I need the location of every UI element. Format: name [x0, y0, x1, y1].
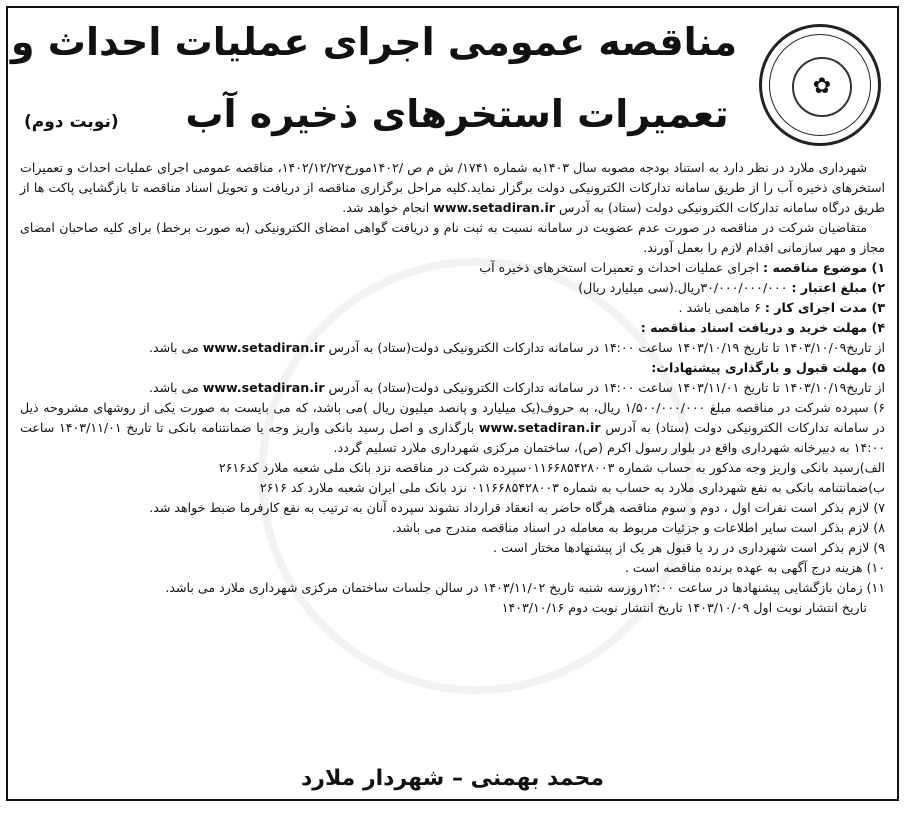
- item-rejection-right: ۹) لازم بذکر است شهرداری در رد یا قبول هر یک از پیشنهادها مختار است .: [493, 540, 885, 555]
- item-deposit: ۶) سپرده شرکت در مناقصه مبلغ ۱/۵۰۰/۰۰۰/۰۰۰ ریال، به حروف(یک میلیارد و پانصد میلیون ریال )می باشد، که می بایست به صورت یکی از روشهای مشروحه ذیل در سامانه تدارکات الکترونیکی دولت (ستاد) به آدرس www.setadiran.ir بارگذاری و اصل رسید بانکی واریز وجه یا ضمانتنامه بانکی تا تاریخ ۱۴۰۳/۱۱/۰۱ ساعت ۱۴:۰۰ به دبیرخانه شهرداری واقع در بلوار رسول اکرم (ص)، ساختمان مرکزی شهرداری ملارد تسلیم گردد.: [20, 400, 885, 455]
- item-subject: ۱) موضوع مناقصه : اجرای عملیات احداث و تعمیرات استخرهای ذخیره آب: [479, 260, 885, 275]
- item-ad-cost: ۱۰) هزینه درج آگهی به عهده برنده مناقصه است .: [624, 560, 885, 575]
- item-purchase-deadline-label: ۴) مهلت خرید و دریافت اسناد مناقصه :: [640, 320, 885, 335]
- setad-url: www.setadiran.ir: [433, 200, 556, 215]
- notice-round-badge: (نوبت دوم): [24, 112, 119, 132]
- title-line-1: مناقصه عمومی اجرای عملیات احداث و: [10, 20, 737, 64]
- item-details: ۸) لازم بذکر است سایر اطلاعات و جزئیات مربوط به معامله در اسناد مناقصه مندرج می باشد.: [391, 520, 885, 535]
- item-forfeit: ۷) لازم بذکر است نفرات اول ، دوم و سوم مناقصه هرگاه حاضر به انعقاد قرارداد نشوند سپرده آنان به ترتیب به نفع کارفرما ضبط خواهد شد.: [149, 500, 885, 515]
- tender-notice: [6, 6, 899, 801]
- intro-paragraph-1: شهرداری ملارد در نظر دارد به استناد بودجه مصوبه سال ۱۴۰۳به شماره ۱۷۴۱/ ش م ص /۱۴۰۲مورخ۱۴۰۲/۱۲/۲۷، مناقصه عمومی اجرای عملیات احداث و تعمیرات استخرهای ذخیره آب را از طریق سامانه تدارکات الکترونیکی دولت برگزار نماید.کلیه مراحل برگزاری مناقصه از دریافت و تحویل اسناد مناقصه تا بازگشایی پاکت ها از طریق درگاه سامانه تدارکات الکترونیکی دولت (ستاد) به آدرس www.setadiran.ir انجام خواهد شد.: [20, 160, 885, 215]
- title-line-2: تعمیرات استخرهای ذخیره آب: [185, 92, 729, 136]
- intro-paragraph-2: متقاضیان شرکت در مناقصه در صورت عدم عضویت در سامانه نسبت به ثبت نام و دریافت گواهی امضای الکترونیکی (به صورت برخط) برای کلیه صاحبان امضای مجاز و مهر سازمانی اقدام لازم را بعمل آورند.: [20, 220, 885, 255]
- item-purchase-deadline: از تاریخ۱۴۰۳/۱۰/۰۹ تا تاریخ ۱۴۰۳/۱۰/۱۹ ساعت ۱۴:۰۰ در سامانه تدارکات الکترونیکی دولت(ستاد) به آدرس www.setadiran.ir می باشد.: [149, 340, 885, 355]
- item-deposit-option-b: ب)ضمانتنامه بانکی به نفع شهرداری ملارد به حساب به شماره ۰۱۱۶۶۸۵۴۲۸۰۰۳ نزد بانک ملی ایران شعبه ملارد کد ۲۶۱۶: [259, 480, 885, 495]
- item-submission-deadline: از تاریخ۱۴۰۳/۱۰/۱۹ تا تاریخ ۱۴۰۳/۱۱/۰۱ ساعت ۱۴:۰۰ در سامانه تدارکات الکترونیکی دولت(ستاد) به آدرس www.setadiran.ir می باشد.: [149, 380, 885, 395]
- publication-dates: تاریخ انتشار نوبت اول ۱۴۰۳/۱۰/۰۹ تاریخ انتشار نوبت دوم ۱۴۰۳/۱۰/۱۶: [501, 600, 867, 615]
- signature: محمد بهمنی – شهردار ملارد: [301, 766, 604, 791]
- item-duration: ۳) مدت اجرای کار : ۶ ماهمی باشد .: [678, 300, 885, 315]
- seal-emblem-icon: ✿: [792, 57, 852, 117]
- item-submission-deadline-label: ۵) مهلت قبول و بارگذاری پیشنهادات:: [651, 360, 885, 375]
- notice-body: [20, 158, 885, 618]
- item-budget: ۲) مبلغ اعتبار : ۳۰/۰۰۰/۰۰۰/۰۰۰ریال.(سی میلیارد ریال): [578, 280, 885, 295]
- municipality-seal-icon: [759, 24, 881, 146]
- item-opening-time: ۱۱) زمان بازگشایی پیشنهادها در ساعت ۱۲:۰۰روزسه شنبه تاریخ ۱۴۰۳/۱۱/۰۲ در سالن جلسات ساختمان مرکزی شهرداری ملارد می باشد.: [165, 580, 885, 595]
- item-deposit-option-a: الف)رسید بانکی واریز وجه مذکور به حساب شماره ۰۱۱۶۶۸۵۴۲۸۰۰۳سپرده شرکت در مناقصه نزد بانک ملی شعبه ملارد کد۲۶۱۶: [218, 460, 885, 475]
